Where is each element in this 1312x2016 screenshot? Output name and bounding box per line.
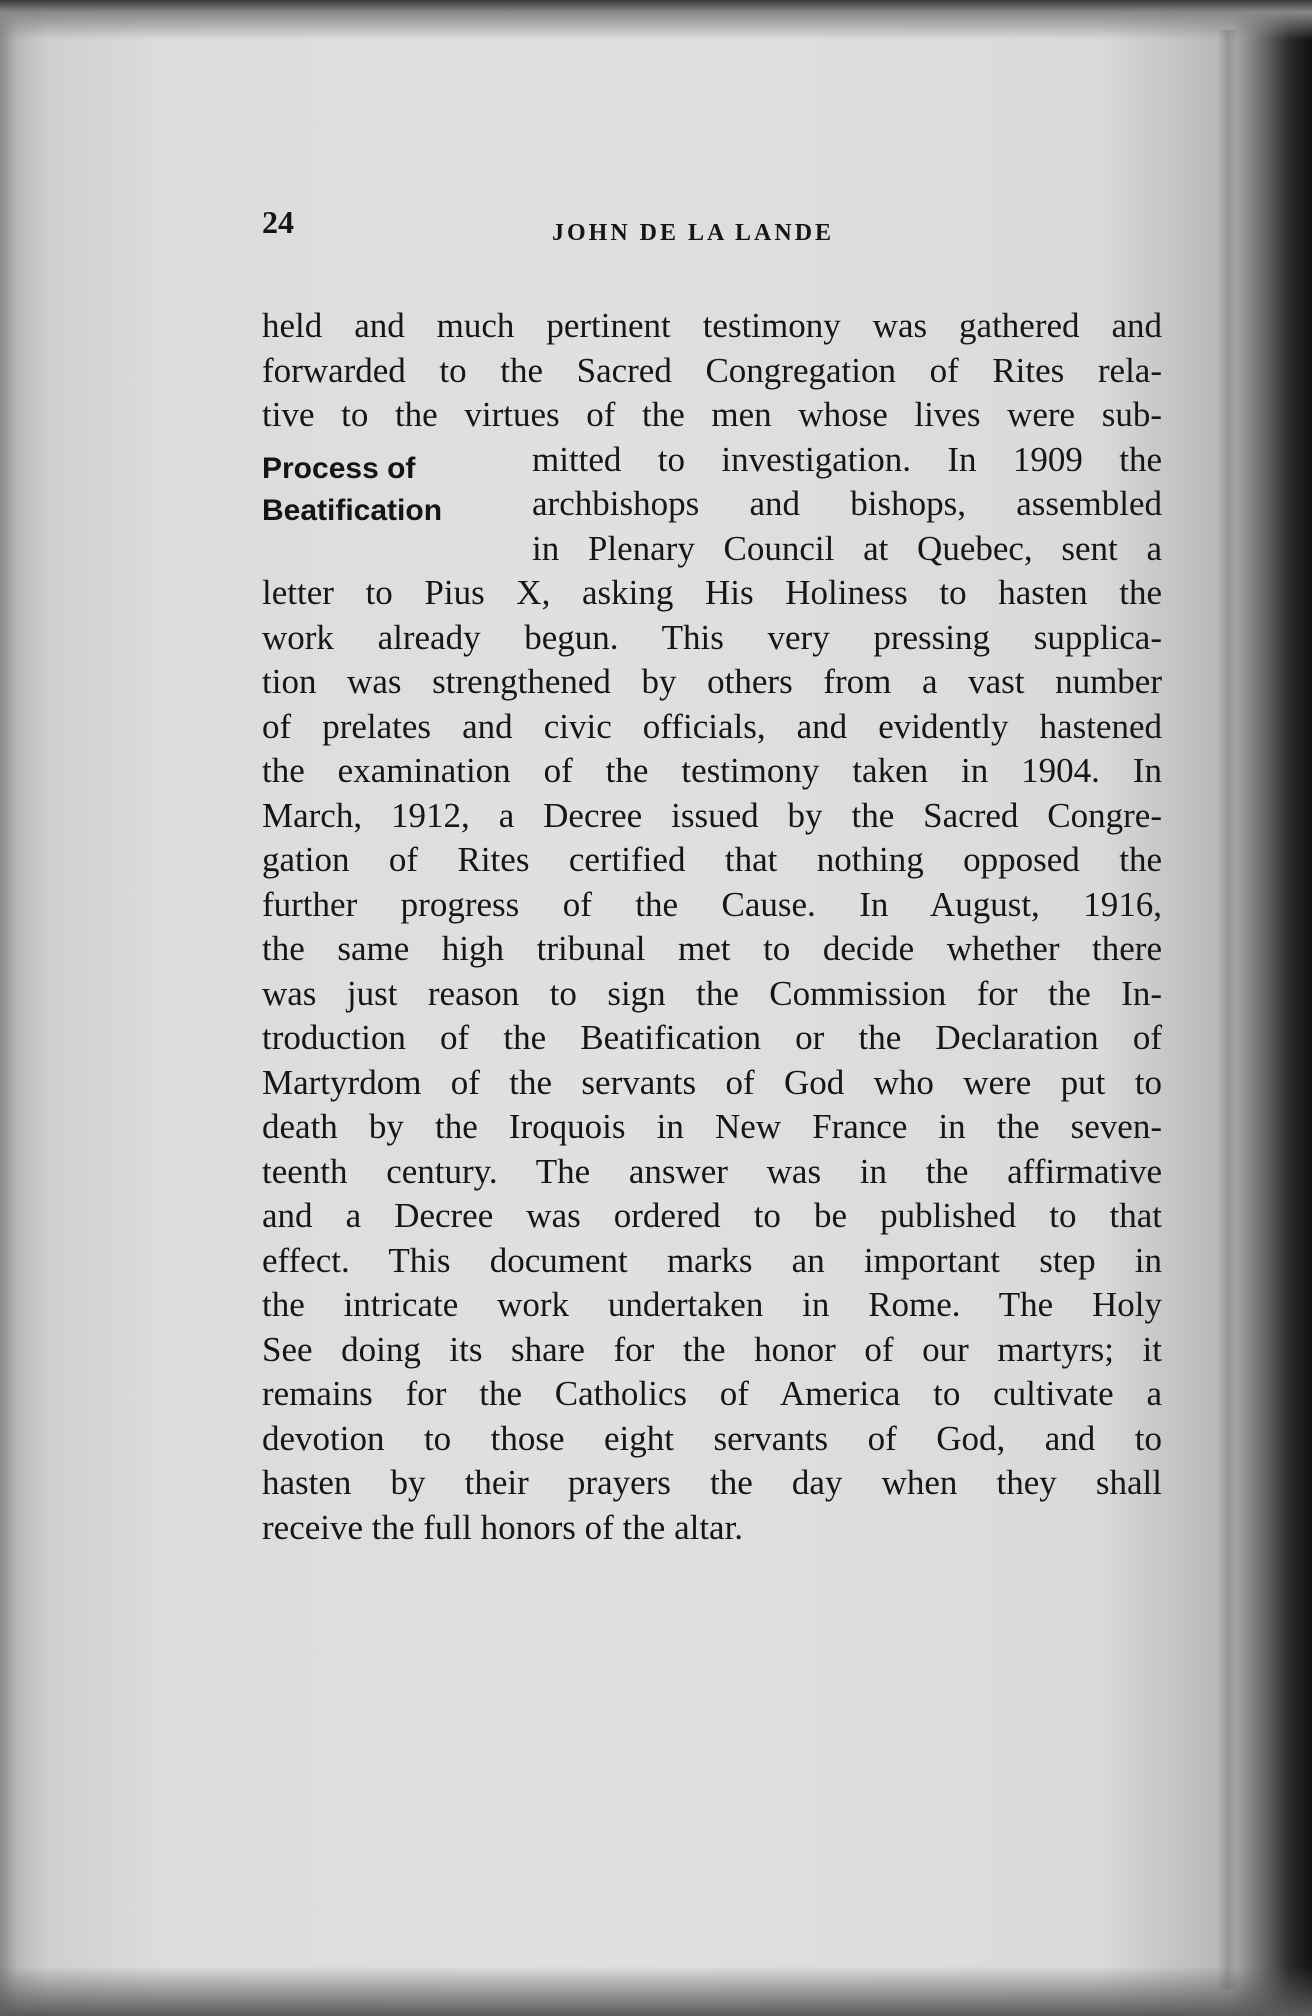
body-line: and a Decree was ordered to be published to that <box>262 1196 1162 1235</box>
body-line: letter to Pius X, asking His Holiness to hasten the <box>262 573 1162 612</box>
page-number: 24 <box>262 204 294 240</box>
body-line: the same high tribunal met to decide whether there <box>262 929 1162 968</box>
body-line: in Plenary Council at Quebec, sent a <box>532 528 1162 568</box>
body-line: tive to the virtues of the men whose lives were sub- <box>262 395 1162 434</box>
page-gutter-shadow <box>1218 30 1238 1990</box>
body-line: remains for the Catholics of America to cultivate a <box>262 1374 1162 1413</box>
body-line: teenth century. The answer was in the affirmative <box>262 1151 1162 1191</box>
body-line-last: receive the full honors of the altar. <box>262 1507 744 1547</box>
body-line: further progress of the Cause. In August, 1916, <box>262 884 1162 924</box>
body-line: effect. This document marks an important step in <box>262 1240 1162 1280</box>
body-line: death by the Iroquois in New France in the seven- <box>262 1107 1162 1146</box>
running-title: JOHN DE LA LANDE <box>552 220 835 246</box>
body-line: archbishops and bishops, assembled <box>532 484 1162 523</box>
side-heading-line-2: Beatification <box>262 494 443 527</box>
body-line: devotion to those eight servants of God, and to <box>262 1418 1162 1458</box>
body-line: Martyrdom of the servants of God who were put to <box>262 1062 1162 1102</box>
body-line: work already begun. This very pressing supplica- <box>262 617 1162 657</box>
body-line: mitted to investigation. In 1909 the <box>532 439 1162 479</box>
side-heading-line-1: Process of <box>262 452 416 485</box>
body-line: See doing its share for the honor of our martyrs; it <box>262 1329 1162 1369</box>
body-line: troduction of the Beatification or the Declaration of <box>262 1018 1162 1057</box>
body-line: held and much pertinent testimony was gathered and <box>262 306 1162 345</box>
body-line: forwarded to the Sacred Congregation of Rites rela- <box>262 350 1162 390</box>
body-line: the intricate work undertaken in Rome. The Holy <box>262 1285 1162 1324</box>
body-line: March, 1912, a Decree issued by the Sacred Congre- <box>262 795 1162 835</box>
body-text <box>262 304 1162 1550</box>
body-line: of prelates and civic officials, and evidently hastened <box>262 706 1162 746</box>
body-line: hasten by their prayers the day when they shall <box>262 1463 1162 1502</box>
body-line: gation of Rites certified that nothing opposed the <box>262 840 1162 879</box>
body-line: was just reason to sign the Commission for the In- <box>262 973 1162 1013</box>
body-line: the examination of the testimony taken in 1904. In <box>262 751 1162 790</box>
body-line: tion was strengthened by others from a vast number <box>262 662 1162 701</box>
